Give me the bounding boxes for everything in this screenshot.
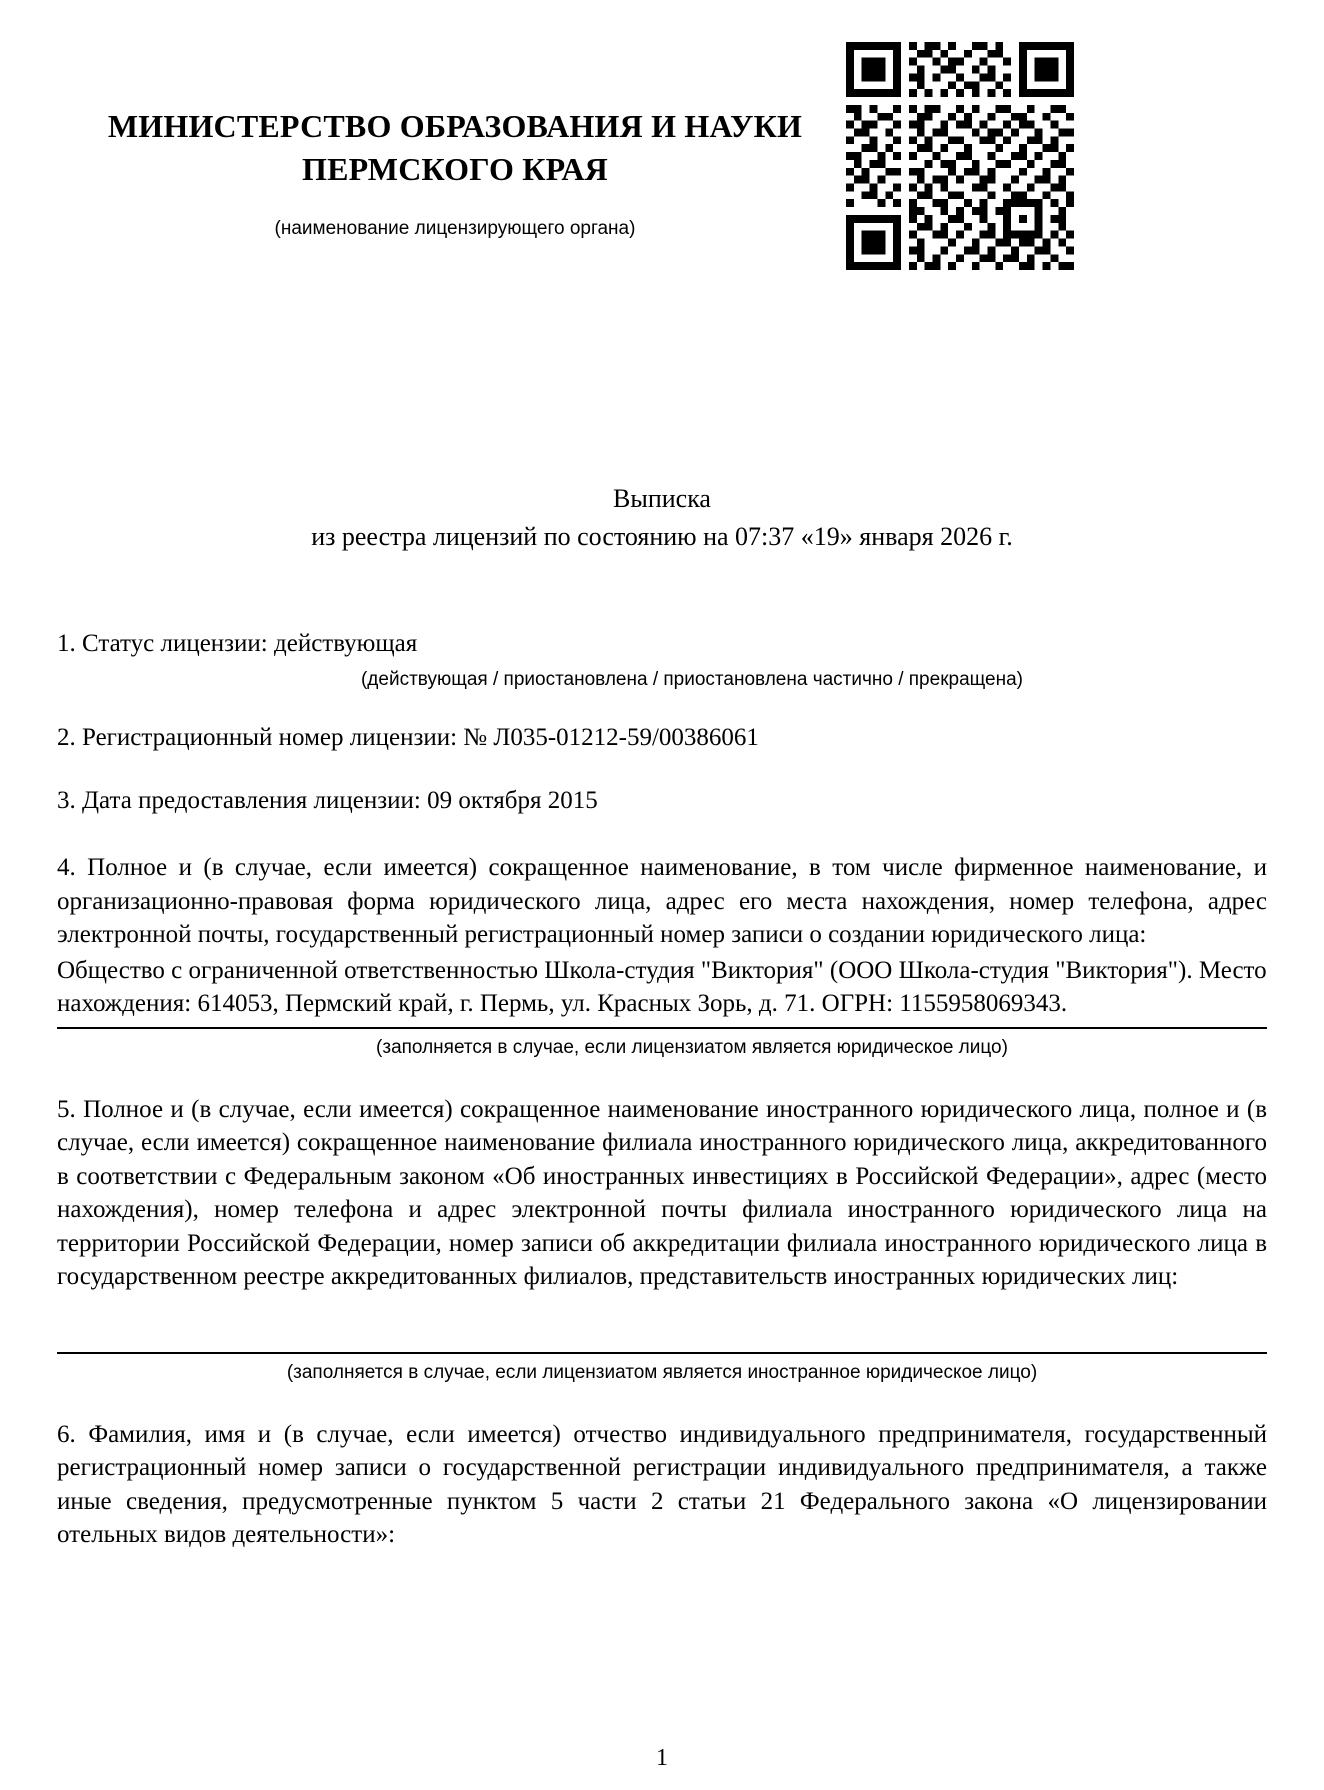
document-title-line1: Выписка [613,484,711,513]
item-5-value [57,1294,1267,1346]
document-body [0,627,1324,1551]
item-6-text: 6. Фамилия, имя и (в случае, если имеется) отчество индивидуального предпринимателя, государственный регистрационный номер записи о государственной регистрации индивидуального предпринимателя, а также иные сведения, предусмотренные пунктом 5 части 2 статьи 21 Федерального закона «О лицензировании отельных видов деятельности»: [57,1420,1267,1549]
item-4-block [57,851,1267,1059]
item-4-caption: (заполняется в случае, если лицензиатом является юридическое лицо) [376,1036,1008,1058]
license-status-line: 1. Статус лицензии: действующая [57,630,418,658]
item-4-divider [57,1027,1267,1029]
item-4-value: Общество с ограниченной ответственностью Школа-студия "Виктория" (ООО Школа-студия "Виктория"). Место нахождения: 614053, Пермский край, г. Пермь, ул. Красных Зорь, д. 71. ОГРН: 1155958069343. [57,956,1267,1018]
item-4-text: 4. Полное и (в случае, если имеется) сокращенное наименование, в том числе фирменное наименование, и организационно-правовая форма юридического лица, адрес его места нахождения, номер телефона, адрес электронной почты, государственный регистрационный номер записи о создании юридического лица: [57,854,1267,949]
document-title-line2: из реестра лицензий по состоянию на 07:37 «19» января 2026 г. [311,521,1013,551]
item-5-divider [57,1352,1267,1354]
page-title: МИНИСТЕРСТВО ОБРАЗОВАНИЯ И НАУКИ ПЕРМСКОГО КРАЯ [107,108,803,187]
license-date-granted: 3. Дата предоставления лицензии: 09 октября 2015 [57,786,598,814]
item-5-caption: (заполняется в случае, если лицензиатом является иностранное юридическое лицо) [286,1361,1038,1383]
license-registration-number: 2. Регистрационный номер лицензии: № Л035-01212-59/00386061 [57,723,759,751]
qr-code-icon [846,42,1074,270]
item-6-block [57,1418,1267,1552]
item-5-block [57,1093,1267,1384]
license-status-caption: (действующая / приостановлена / приостановлена частично / прекращена) [360,668,1024,690]
organization-caption: (наименование лицензирующего органа) [274,218,636,239]
document-title [0,480,1324,555]
item-5-text: 5. Полное и (в случае, если имеется) сокращенное наименование иностранного юридического лица, полное и (в случае, если имеется) сокращенное наименование филиала иностранного юридического лица, аккредитованного в соответствии с Федеральным законом «Об иностранных инвестициях в Российской Федерации», адрес (место нахождения), номер телефона и адрес электронной почты филиала иностранного юридического лица на территории Российской Федерации, номер записи об аккредитации филиала иностранного юридического лица в государственном реестре аккредитованных филиалов, представительств иностранных юридических лиц: [57,1095,1267,1291]
page-number: 1 [656,1745,668,1771]
document-header [0,0,1324,300]
